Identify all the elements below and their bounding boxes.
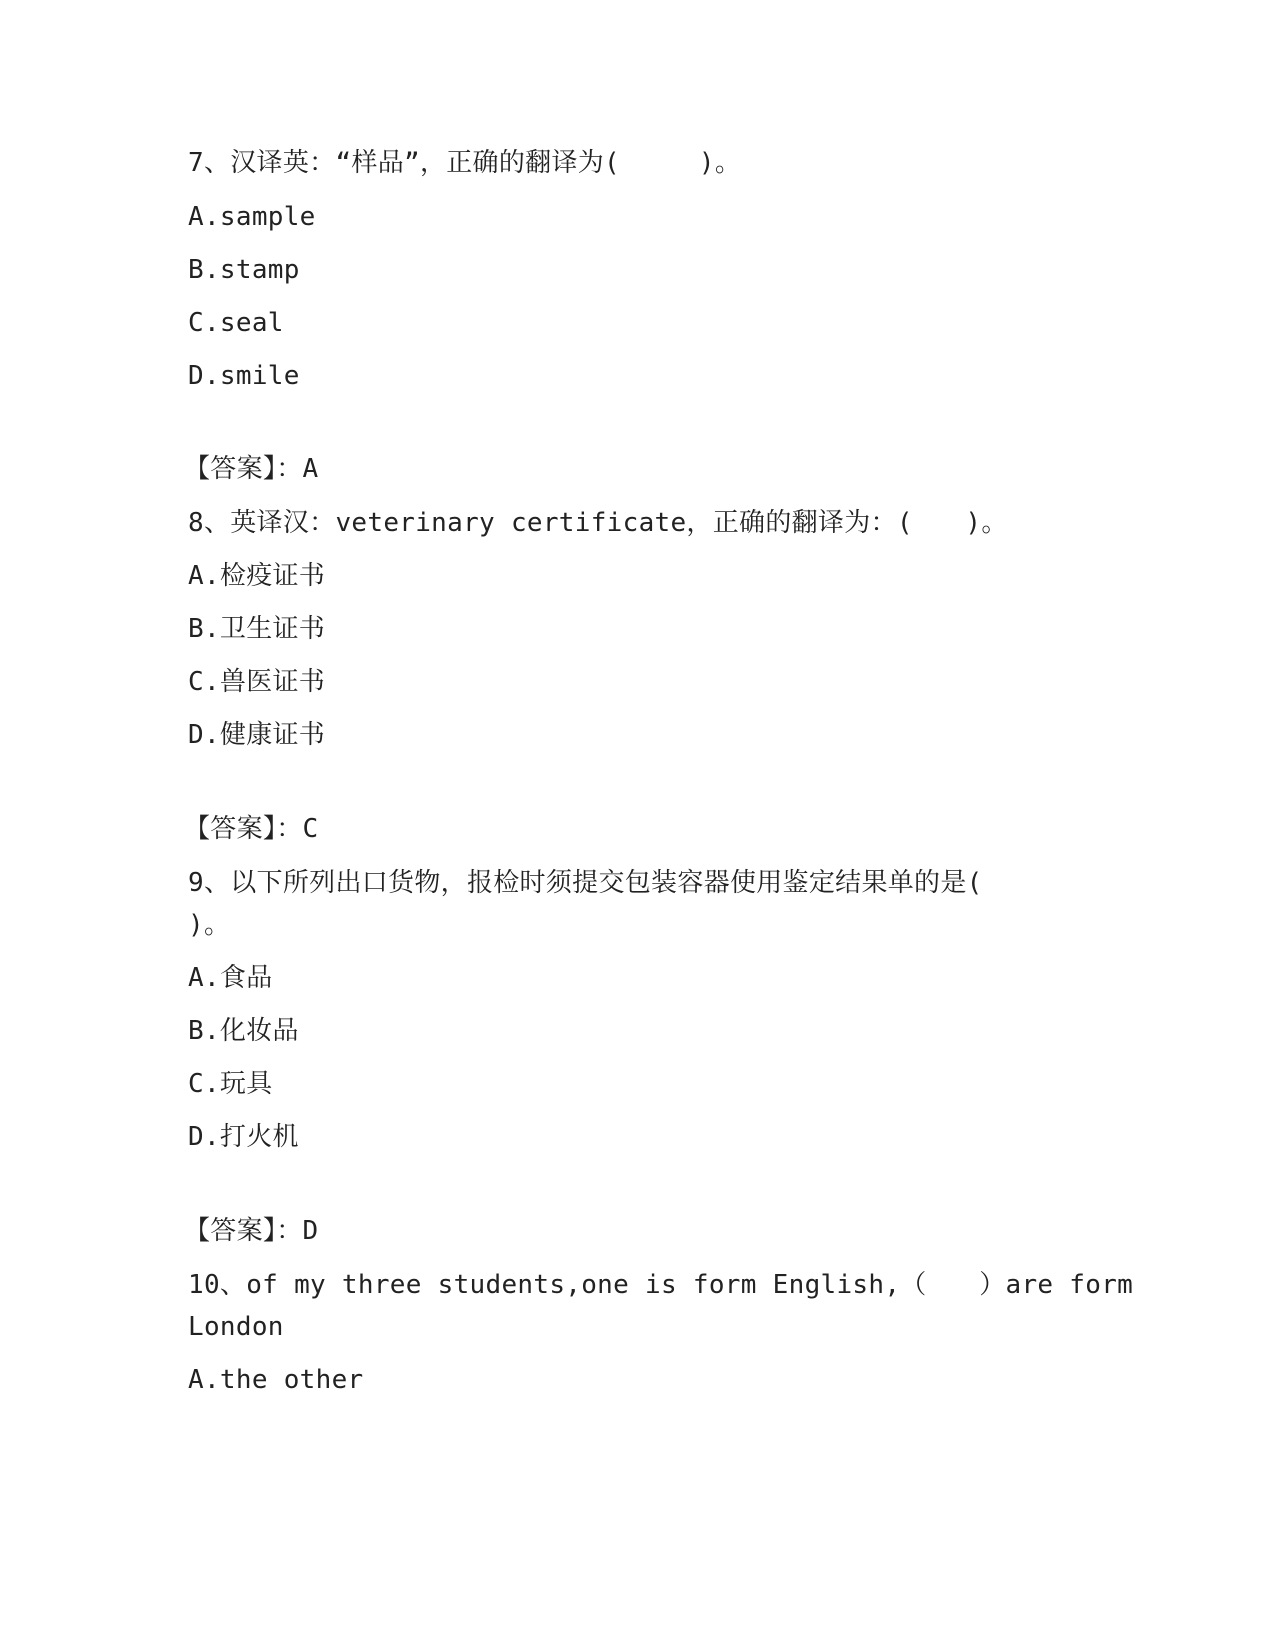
question-10-stem-line-2: London — [188, 1312, 284, 1342]
question-7-option-b: B.stamp — [188, 255, 300, 285]
question-7-stem: 7、汉译英：“样品”，正确的翻译为( )。 — [188, 148, 742, 178]
question-10-stem-line-1: 10、of my three students,one is form English,（ ）are form — [188, 1270, 1134, 1300]
question-9-option-a: A.食品 — [188, 963, 273, 993]
question-7-option-c: C.seal — [188, 308, 284, 338]
question-9-option-c: C.玩具 — [188, 1069, 273, 1099]
question-7-option-a: A.sample — [188, 202, 316, 232]
question-9-stem-line-1: 9、以下所列出口货物，报检时须提交包装容器使用鉴定结果单的是( — [188, 868, 983, 898]
question-7-option-d: D.smile — [188, 361, 300, 391]
question-9-option-b: B.化妆品 — [188, 1016, 299, 1046]
question-8-option-d: D.健康证书 — [188, 720, 326, 750]
question-8-option-a: A.检疫证书 — [188, 561, 326, 591]
question-8-option-b: B.卫生证书 — [188, 614, 326, 644]
question-9-option-d: D.打火机 — [188, 1122, 299, 1152]
question-7-answer: 【答案】：A — [184, 454, 319, 484]
question-8-stem: 8、英译汉：veterinary certificate，正确的翻译为：( )。 — [188, 508, 1008, 538]
question-8-option-c: C.兽医证书 — [188, 667, 326, 697]
question-9-answer: 【答案】：D — [184, 1216, 319, 1246]
question-9-stem-line-2: )。 — [188, 910, 231, 940]
question-10-option-a: A.the other — [188, 1365, 364, 1395]
question-8-answer: 【答案】：C — [184, 814, 319, 844]
